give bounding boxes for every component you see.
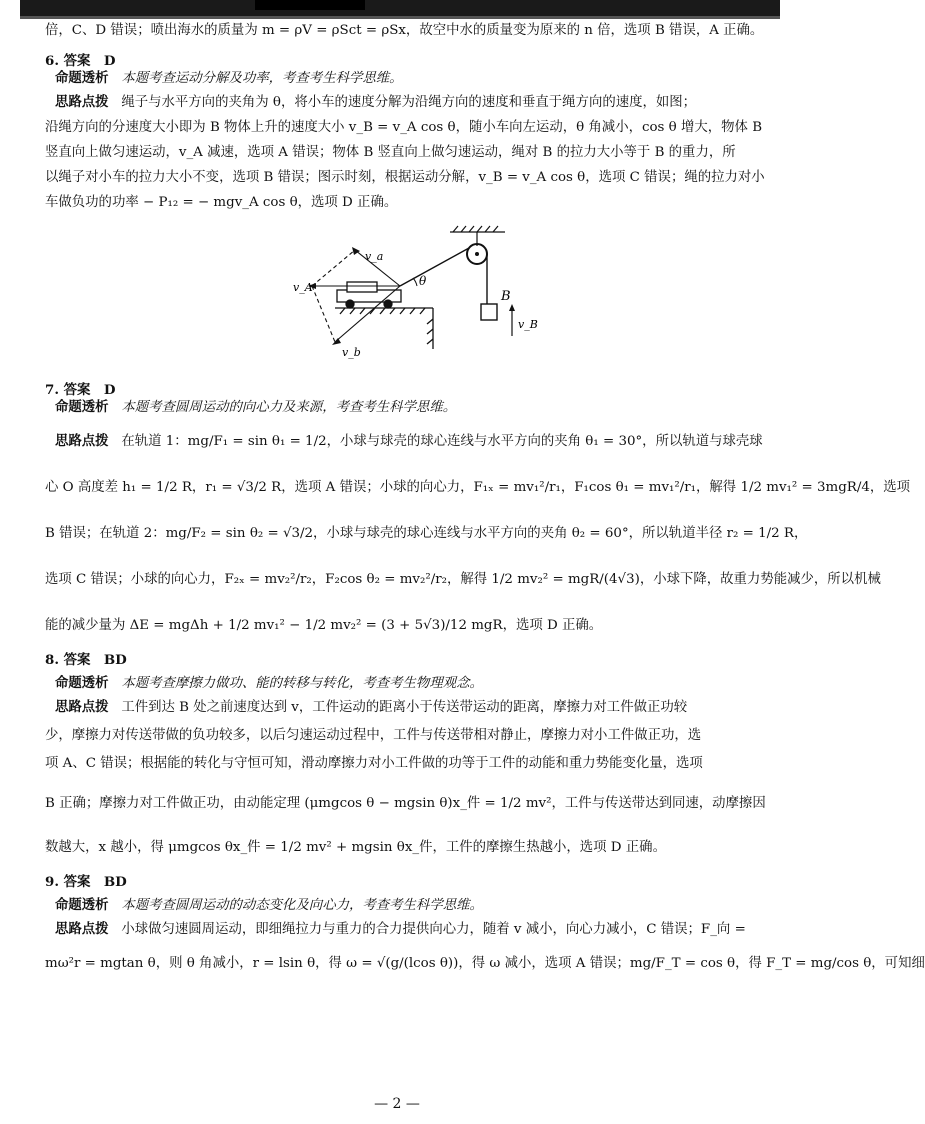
hint-7-1 xyxy=(45,433,775,451)
hint-6-4: 以绳子对小车的拉力大小不变，选项 B 错误；图示时刻，根据运动分解，v_B = v_A cos θ，选项 C 错误；绳的拉力对小 xyxy=(45,170,765,185)
hint-6-3: 竖直向上做匀速运动，v_A 减速，选项 A 错误；物体 B 竖直向上做匀速运动，绳对 B 的拉力大小等于 B 的重力，所 xyxy=(45,145,736,160)
hint-text: 在轨道 1：mg/F₁ = sin θ₁ = 1/2，小球与球壳的球心连线与水平方向的夹角 θ₁ = 30°，所以轨道与球壳球 xyxy=(121,434,763,449)
analysis-label: 命题透析 xyxy=(55,898,109,913)
cart-pulley-diagram xyxy=(45,224,775,369)
top-border xyxy=(20,0,780,19)
hint-label: 思路点拨 xyxy=(55,700,109,715)
hint-8-1 xyxy=(45,699,775,717)
hint-9-2: mω²r = mgtan θ，则 θ 角减小，r = lsin θ，得 ω = √(g/(lcos θ))，得 ω 减小，选项 A 错误；mg/F_T = cos θ，得 F_T = mg/cos θ，可知细 xyxy=(45,956,925,971)
hint-8-4: B 正确；摩擦力对工件做正功，由动能定理 (μmgcos θ − mgsin θ)x_件 = 1/2 mv²，工件与传送带达到同速，动摩擦因 xyxy=(45,796,766,811)
hint-text: 工件到达 B 处之前速度达到 v，工件运动的距离小于传送带运动的距离，摩擦力对工件做正功较 xyxy=(121,700,688,715)
analysis-text: 本题考查摩擦力做功、能的转移与转化，考查考生物理观念。 xyxy=(121,676,483,691)
analysis-text: 本题考查圆周运动的向心力及来源，考查考生科学思维。 xyxy=(121,400,457,415)
hint-7-4: 选项 C 错误；小球的向心力，F₂ₓ = mv₂²/r₂，F₂cos θ₂ = mv₂²/r₂，解得 1/2 mv₂² = mgR/(4√3)，小球下降，故重力势能减少，所以机械 xyxy=(45,572,881,587)
document-body xyxy=(45,22,925,973)
hint-7-5: 能的减少量为 ΔE = mgΔh + 1/2 mv₁² − 1/2 mv₂² = (3 + 5√3)/12 mgR，选项 D 正确。 xyxy=(45,618,603,633)
physics-figure xyxy=(45,224,775,369)
analysis-text: 本题考查圆周运动的动态变化及向心力，考查考生科学思维。 xyxy=(121,898,483,913)
answer-7: 7. 答案 D xyxy=(45,382,116,398)
answer-8: 8. 答案 BD xyxy=(45,652,127,668)
answer-6: 6. 答案 D xyxy=(45,53,116,69)
analysis-label: 命题透析 xyxy=(55,676,109,691)
ground xyxy=(335,308,433,349)
analysis-8 xyxy=(45,675,775,693)
hint-6-1 xyxy=(45,94,775,112)
hint-label: 思路点拨 xyxy=(55,95,109,110)
hint-label: 思路点拨 xyxy=(55,434,109,449)
hint-label: 思路点拨 xyxy=(55,922,109,937)
hint-8-3: 项 A、C 错误；根据能的转化与守恒可知，滑动摩擦力对小工件做的功等于工件的动能和重力势能变化量，选项 xyxy=(45,756,703,771)
hint-6-5: 车做负功的功率 − P₁₂ = − mgv_A cos θ，选项 D 正确。 xyxy=(45,195,398,210)
continued-line: 倍，C、D 错误；喷出海水的质量为 m = ρV = ρSct = ρSx，故空中水的质量变为原来的 n 倍，选项 B 错误，A 正确。 xyxy=(45,23,764,38)
label-vA: v_A xyxy=(293,281,313,294)
analysis-7 xyxy=(45,399,775,417)
top-border-tab xyxy=(255,0,365,10)
hint-text: 绳子与水平方向的夹角为 θ，将小车的速度分解为沿绳方向的速度和垂直于绳方向的速度，如图； xyxy=(121,95,697,110)
analysis-label: 命题透析 xyxy=(55,400,109,415)
analysis-9 xyxy=(45,897,775,915)
ceiling xyxy=(450,226,505,232)
hint-9-1 xyxy=(45,921,775,939)
hint-8-2: 少，摩擦力对传送带做的负功较多，以后匀速运动过程中，工件与传送带相对静止，摩擦力对小工件做正功，选 xyxy=(45,728,702,743)
label-vb: v_b xyxy=(342,346,361,359)
block-b xyxy=(481,304,497,320)
analysis-text: 本题考查运动分解及功率，考查考生科学思维。 xyxy=(121,71,403,86)
page-number: — 2 — xyxy=(374,1096,420,1112)
analysis-label: 命题透析 xyxy=(55,71,109,86)
hint-7-2: 心 O 高度差 h₁ = 1/2 R，r₁ = √3/2 R，选项 A 错误；小球的向心力，F₁ₓ = mv₁²/r₁，F₁cos θ₁ = mv₁²/r₁，解得 1/2 mv₁² = 3mgR/4，选项 xyxy=(45,480,911,495)
answer-9: 9. 答案 BD xyxy=(45,874,127,890)
analysis-6 xyxy=(45,70,775,88)
label-theta: θ xyxy=(419,274,427,288)
label-B: B xyxy=(501,289,511,304)
hint-text: 小球做匀速圆周运动，即细绳拉力与重力的合力提供向心力，随着 v 减小，向心力减小，C 错误；F_向 = xyxy=(121,922,746,937)
label-vB-right: v_B xyxy=(518,318,538,331)
hint-7-3: B 错误；在轨道 2：mg/F₂ = sin θ₂ = √3/2，小球与球壳的球心连线与水平方向的夹角 θ₂ = 60°，所以轨道半径 r₂ = 1/2 R， xyxy=(45,526,808,541)
rope xyxy=(400,248,469,286)
hint-8-5: 数越大，x 越小，得 μmgcos θx_件 = 1/2 mv² + mgsin θx_件，工件的摩擦生热越小，选项 D 正确。 xyxy=(45,840,666,855)
label-va: v_a xyxy=(365,250,384,263)
hint-6-2: 沿绳方向的分速度大小即为 B 物体上升的速度大小 v_B = v_A cos θ，随小车向左运动，θ 角减小，cos θ 增大，物体 B xyxy=(45,120,763,135)
